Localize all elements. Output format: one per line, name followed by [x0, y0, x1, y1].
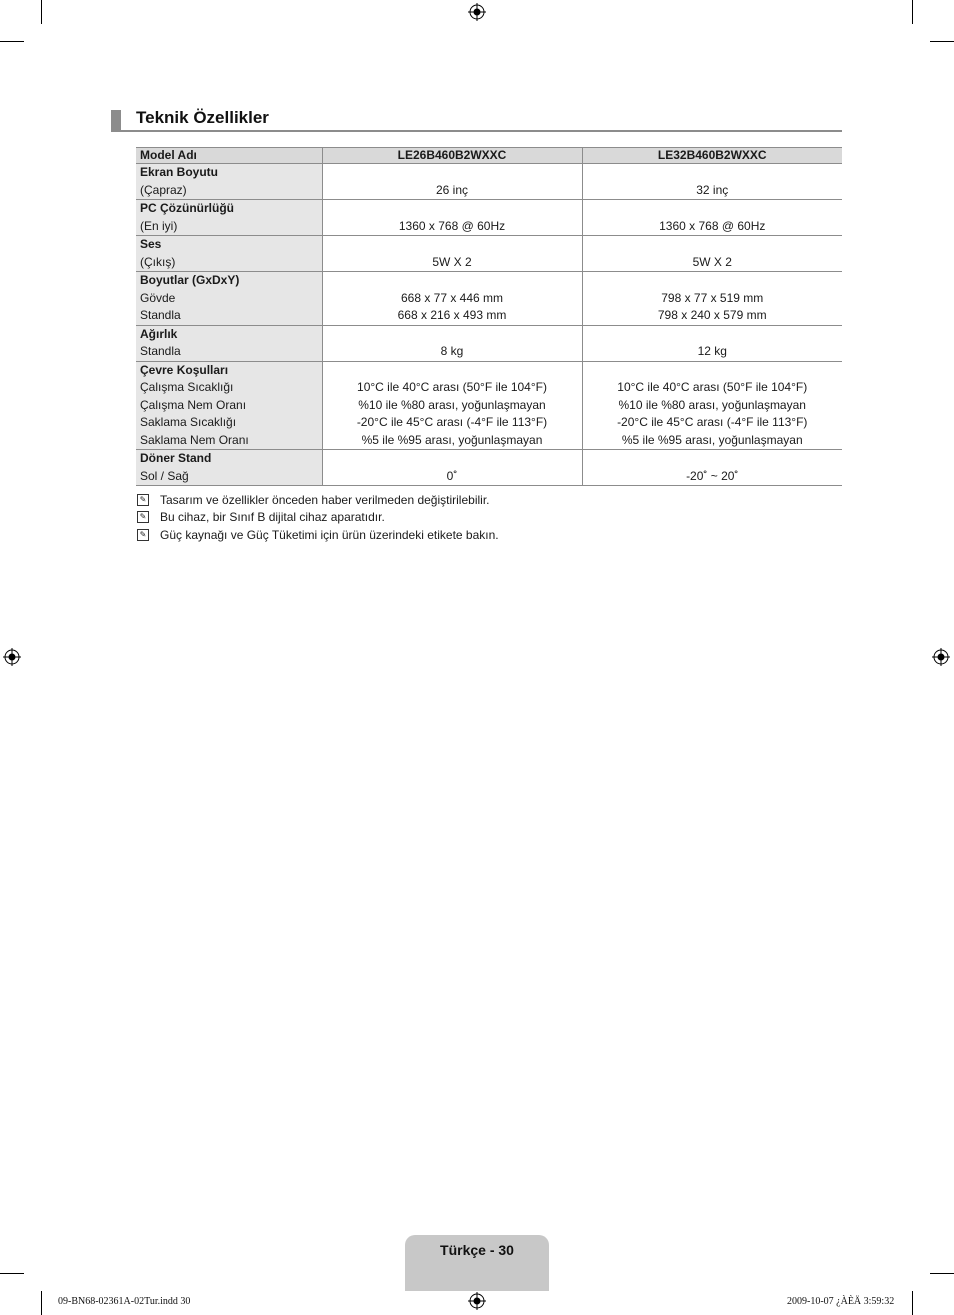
cell-value: %10 ile %80 arası, yoğunlaşmayan	[358, 397, 546, 412]
value-cell	[582, 450, 842, 486]
title-marker	[111, 110, 121, 131]
section-title: Döner Stand	[140, 451, 212, 465]
header-model-32: LE32B460B2WXXC	[582, 148, 842, 164]
cell-value: 0˚	[446, 468, 458, 483]
cell-value: 798 x 240 x 579 mm	[657, 308, 767, 322]
cell-value: 10°C ile 40°C arası (50°F ile 104°F)	[617, 380, 808, 394]
registration-mark-icon	[3, 648, 21, 666]
row-labels	[136, 200, 322, 236]
section-title: Çevre Koşulları	[140, 362, 229, 377]
spec-table	[136, 147, 842, 486]
note-icon: ✎	[137, 529, 149, 541]
crop-mark	[41, 1291, 42, 1315]
table-row	[136, 164, 842, 200]
cell-value: 5W X 2	[692, 254, 732, 269]
cell-value: 798 x 77 x 519 mm	[661, 290, 764, 305]
value-cell	[322, 361, 582, 450]
registration-mark-icon	[468, 3, 486, 21]
footer-timestamp: 2009-10-07 ¿ÀÈÄ 3:59:32	[787, 1296, 895, 1307]
value-cell	[582, 361, 842, 450]
footer-file-info: 09-BN68-02361A-02Tur.indd 30	[58, 1296, 191, 1307]
cell-value: 5W X 2	[432, 254, 472, 269]
table-header-row	[136, 148, 842, 164]
value-cell	[582, 272, 842, 326]
table-row	[136, 325, 842, 361]
row-label: Çalışma Sıcaklığı	[140, 380, 234, 394]
crop-mark	[912, 0, 913, 24]
value-cell	[322, 325, 582, 361]
cell-value: -20°C ile 45°C arası (-4°F ile 113°F)	[617, 415, 808, 429]
value-cell	[582, 200, 842, 236]
value-cell	[582, 236, 842, 272]
row-labels	[136, 325, 322, 361]
note-icon: ✎	[137, 511, 149, 523]
cell-value: 1360 x 768 @ 60Hz	[659, 218, 766, 233]
row-label: Sol / Sağ	[140, 468, 189, 483]
cell-value: 12 kg	[697, 344, 727, 358]
section-title: Ses	[140, 237, 162, 251]
row-label: Standla	[140, 308, 181, 322]
value-cell	[322, 164, 582, 200]
table-row	[136, 200, 842, 236]
cell-value: 668 x 77 x 446 mm	[400, 290, 504, 305]
note-icon: ✎	[137, 494, 149, 506]
note-text: Tasarım ve özellikler önceden haber verilmeden değiştirilebilir.	[160, 492, 490, 507]
page-number: Türkçe - 30	[440, 1242, 514, 1258]
table-row	[136, 236, 842, 272]
cell-value: %10 ile %80 arası, yoğunlaşmayan	[618, 397, 806, 412]
table-row	[136, 361, 842, 450]
crop-mark	[930, 41, 954, 42]
row-labels	[136, 164, 322, 200]
row-label: Çalışma Nem Oranı	[140, 397, 247, 412]
note-text: Güç kaynağı ve Güç Tüketimi için ürün üzerindeki etikete bakın.	[160, 527, 499, 542]
crop-mark	[0, 1273, 24, 1274]
value-cell	[582, 164, 842, 200]
row-label: (Çapraz)	[140, 182, 187, 197]
cell-value: 1360 x 768 @ 60Hz	[398, 218, 506, 233]
cell-value: 26 inç	[435, 182, 469, 197]
cell-value: -20°C ile 45°C arası (-4°F ile 113°F)	[356, 415, 548, 429]
value-cell	[322, 272, 582, 326]
header-model-name: Model Adı	[136, 148, 322, 164]
row-labels	[136, 272, 322, 326]
row-label: Saklama Nem Oranı	[140, 432, 249, 447]
row-label: Gövde	[140, 290, 176, 305]
cell-value: 8 kg	[440, 344, 464, 358]
row-labels	[136, 361, 322, 450]
row-label: Saklama Sıcaklığı	[140, 415, 237, 429]
note-text: Bu cihaz, bir Sınıf B dijital cihaz aparatıdır.	[160, 510, 385, 525]
section-title: Ekran Boyutu	[140, 165, 219, 179]
cell-value: %5 ile %95 arası, yoğunlaşmayan	[361, 432, 543, 447]
cell-value: 10°C ile 40°C arası (50°F ile 104°F)	[357, 380, 547, 394]
crop-mark	[930, 1273, 954, 1274]
value-cell	[322, 236, 582, 272]
section-title: Ağırlık	[140, 326, 178, 341]
table-row	[136, 272, 842, 326]
list-item	[137, 491, 499, 509]
value-cell	[322, 200, 582, 236]
registration-mark-icon	[932, 648, 950, 666]
page-title: Teknik Özellikler	[136, 108, 269, 127]
list-item	[137, 509, 499, 527]
cell-value: 32 inç	[696, 182, 729, 197]
list-item	[137, 526, 499, 544]
crop-mark	[912, 1291, 913, 1315]
crop-mark	[41, 0, 42, 24]
row-label: (Çıkış)	[140, 254, 176, 269]
section-title: PC Çözünürlüğü	[140, 201, 234, 215]
registration-mark-icon	[468, 1292, 486, 1310]
title-divider	[111, 130, 842, 132]
section-title: Boyutlar (GxDxY)	[140, 273, 240, 287]
cell-value: -20˚ ~ 20˚	[686, 468, 739, 483]
table-row	[136, 450, 842, 486]
cell-value: %5 ile %95 arası, yoğunlaşmayan	[621, 432, 803, 447]
crop-mark	[0, 41, 24, 42]
row-label: Standla	[140, 344, 181, 358]
value-cell	[322, 450, 582, 486]
row-labels	[136, 236, 322, 272]
header-model-26: LE26B460B2WXXC	[322, 148, 582, 164]
value-cell	[582, 325, 842, 361]
notes-list	[137, 491, 499, 544]
row-labels	[136, 450, 322, 486]
row-label: (En iyi)	[140, 218, 178, 233]
cell-value: 668 x 216 x 493 mm	[397, 308, 507, 322]
